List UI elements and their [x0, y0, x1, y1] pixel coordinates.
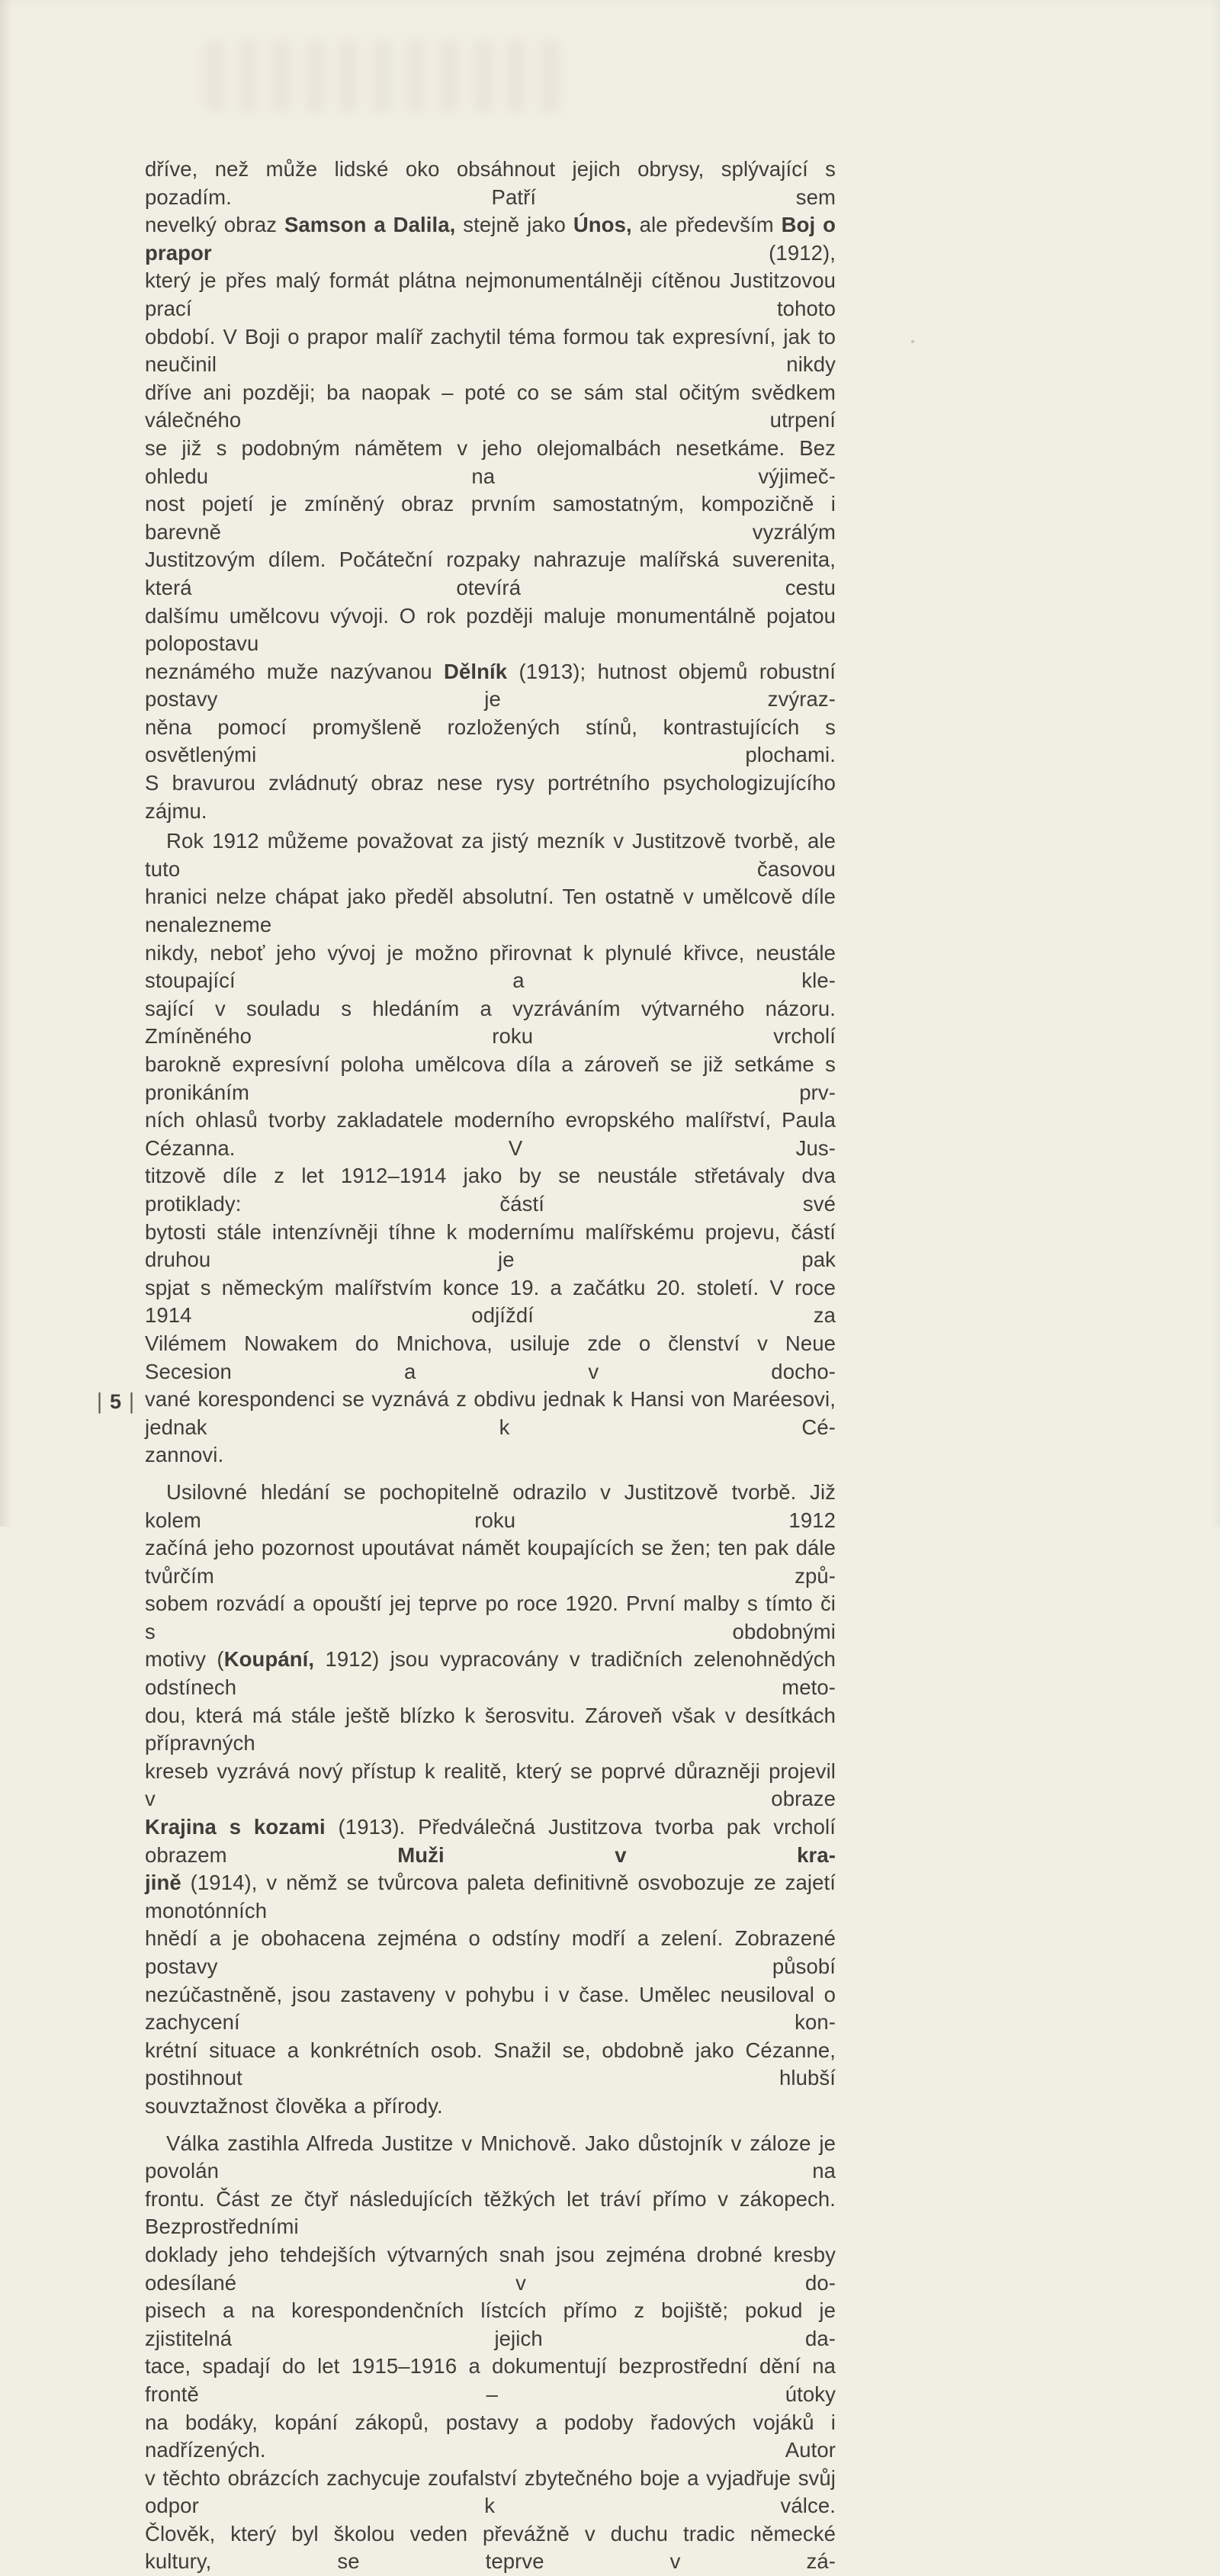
page-number-left-bar: |: [97, 1389, 103, 1415]
work-title: Krajina s kozami: [145, 1815, 326, 1839]
text-line: [145, 2520, 836, 2576]
text-run: pisech a na korespondenčních lístcích přímo z bojiště; pokud je zjistitelná jejich da-: [145, 2298, 836, 2350]
text-line: [145, 435, 836, 490]
text-line: [145, 1702, 836, 1758]
text-run: tace, spadají do let 1915–1916 a dokumentují bezprostřední dění na frontě – útoky: [145, 2354, 836, 2406]
text-run: dříve ani později; ba naopak – poté co se sám stal očitým svědkem válečného utrpení: [145, 380, 836, 432]
text-line: [145, 714, 836, 769]
text-line: [145, 156, 836, 211]
text-line: [145, 490, 836, 546]
text-run: dalšímu umělcovu vývoji. O rok později maluje monumentálně pojatou polopostavu: [145, 603, 836, 656]
text-run: motivy (: [145, 1647, 224, 1672]
work-title: Samson a Dalila,: [284, 213, 456, 237]
work-title: Muži v kra-: [397, 1842, 836, 1867]
text-run: Člověk, který byl školou veden převážně v duchu tradic německé kultury, se teprve v zá-: [145, 2521, 836, 2574]
text-run: dříve, než může lidské oko obsáhnout jejich obrysy, splývající s pozadím. Patří sem: [145, 157, 836, 209]
text-run: S bravurou zvládnutý obraz nese rysy portrétního psychologizujícího zájmu.: [145, 771, 836, 823]
text-run: spjat s německým malířstvím konce 19. a začátku 20. století. V roce 1914 odjíždí za: [145, 1275, 836, 1328]
text-run: ale především: [631, 213, 782, 237]
text-run: Usilovné hledání se pochopitelně odrazilo v Justitzově tvorbě. Již kolem roku 1912: [145, 1479, 836, 1532]
text-run: (1913); hutnost objemů robustní postavy je zvýraz-: [145, 659, 836, 711]
text-run: nezúčastněně, jsou zastaveny v pohybu i v čase. Umělec neusiloval o zachycení kon-: [145, 1982, 836, 2035]
text-run: hnědí a je obohacena zejména o odstíny modří a zelení. Zobrazené postavy působí: [145, 1926, 836, 1978]
text-run: v těchto obrázcích zachycuje zoufalství zbytečného boje a vyjadřuje svůj odpor k válce.: [145, 2465, 836, 2518]
text-run: hranici nelze chápat jako předěl absolutní. Ten ostatně v umělcově díle nenalezneme: [145, 885, 836, 937]
text-run: bytosti stále intenzívněji tíhne k modernímu malířskému projevu, částí druhou je pak: [145, 1219, 836, 1272]
text-run: sobem rozvádí a opouští jej teprve po roce 1920. První malby s tímto či s obdobnými: [145, 1592, 836, 1643]
text-run: období. V Boji o prapor malíř zachytil téma formou tak expresívní, jak to neučinil nikdy: [145, 324, 836, 377]
text-line: [145, 1219, 836, 1274]
paragraph: [145, 827, 836, 1469]
paragraph: [145, 2130, 836, 2576]
print-speck: [911, 340, 914, 343]
text-run: Rok 1912 můžeme považovat za jistý mezník v Justitzově tvorbě, ale tuto časovou: [145, 829, 836, 881]
text-line: [145, 2297, 836, 2353]
text-line: [145, 1330, 836, 1386]
text-run: 1912) jsou vypracovány v tradičních zelenohnědých odstínech meto-: [145, 1647, 836, 1700]
text-line: [145, 1441, 836, 1469]
text-line: [145, 1813, 836, 1869]
page-number: [97, 1390, 134, 1414]
work-title: Dělník: [444, 659, 508, 683]
text-run: zannovi.: [145, 1443, 224, 1467]
text-line: [145, 2093, 836, 2121]
text-line: [145, 1479, 836, 1534]
text-run: na bodáky, kopání zákopů, postavy a podoby řadových vojáků i nadřízených. Autor: [145, 2410, 836, 2462]
page-number-right-bar: |: [129, 1389, 135, 1415]
text-line: [145, 1051, 836, 1107]
text-run: (1912),: [211, 240, 836, 265]
text-line: [145, 1925, 836, 1980]
show-through-smudge: [204, 40, 563, 113]
text-run: se již s podobným námětem v jeho olejomalbách nesetkáme. Bez ohledu na výjimeč-: [145, 435, 836, 488]
paragraph: [145, 156, 836, 825]
text-line: [145, 769, 836, 825]
text-line: [145, 2353, 836, 2408]
work-title: Boj o prapor: [145, 213, 836, 265]
text-line: [145, 1274, 836, 1330]
text-line: [145, 1758, 836, 1813]
text-run: souvztažnost člověka a přírody.: [145, 2093, 443, 2118]
text-line: [145, 1981, 836, 2037]
text-line: [145, 2037, 836, 2093]
work-title: Koupání,: [223, 1647, 315, 1672]
text-run: titzově díle z let 1912–1914 jako by se neustále střetávaly dva protiklady: částí své: [145, 1164, 836, 1216]
text-line: [145, 211, 836, 267]
text-line: [145, 1386, 836, 1441]
text-line: [145, 267, 836, 323]
text-run: stejně jako: [455, 213, 573, 237]
paragraph: [145, 1479, 836, 2121]
text-column: [145, 156, 836, 2576]
work-title: jině: [145, 1871, 181, 1895]
text-line: [145, 1534, 836, 1590]
text-run: vané korespondenci se vyznává z obdivu jednak k Hansi von Maréesovi, jednak k Cé-: [145, 1387, 836, 1439]
text-line: [145, 1590, 836, 1646]
text-line: [145, 995, 836, 1051]
text-line: [145, 1107, 836, 1162]
text-run: kreseb vyzrává nový přístup k realitě, který se poprvé důrazněji projevil v obraze: [145, 1759, 836, 1811]
text-line: [145, 379, 836, 435]
text-run: nost pojetí je zmíněný obraz prvním samostatným, kompozičně i barevně vyzrálým: [145, 492, 836, 544]
text-run: něna pomocí promyšleně rozložených stínů, kontrastujících s osvětlenými plochami.: [145, 715, 836, 767]
text-line: [145, 2186, 836, 2241]
text-line: [145, 2465, 836, 2520]
text-line: [145, 1869, 836, 1925]
text-line: [145, 2241, 836, 2297]
text-run: nevelký obraz: [145, 213, 284, 237]
text-run: Justitzovým dílem. Počáteční rozpaky nahrazuje malířská suverenita, která otevírá cestu: [145, 548, 836, 599]
text-line: [145, 883, 836, 939]
text-run: začíná jeho pozornost upoutávat námět koupajících se žen; ten pak dále tvůrčím způ-: [145, 1536, 836, 1588]
text-line: [145, 658, 836, 714]
text-line: [145, 1646, 836, 1701]
text-line: [145, 2130, 836, 2186]
text-line: [145, 940, 836, 995]
text-run: ních ohlasů tvorby zakladatele moderního evropského malířství, Paula Cézanna. V Jus-: [145, 1108, 836, 1160]
page-number-value: 5: [110, 1390, 122, 1413]
text-line: [145, 602, 836, 658]
text-line: [145, 1162, 836, 1218]
text-run: (1913). Předválečná Justitzova tvorba pak vrcholí obrazem: [145, 1815, 836, 1867]
text-run: Válka zastihla Alfreda Justitze v Mnichově. Jako důstojník v záloze je povolán na: [145, 2131, 836, 2183]
text-run: nikdy, neboť jeho vývoj je možno přirovnat k plynulé křivce, neustále stoupající a kle-: [145, 940, 836, 993]
work-title: Únos,: [573, 213, 632, 237]
text-run: barokně expresívní poloha umělcova díla a zároveň se již setkáme s pronikáním prv-: [145, 1052, 836, 1104]
text-run: doklady jeho tehdejších výtvarných snah jsou zejména drobné kresby odesílané v do-: [145, 2242, 836, 2295]
text-run: který je přes malý formát plátna nejmonumentálněji cítěnou Justitzovou prací tohoto: [145, 268, 836, 320]
text-line: [145, 323, 836, 379]
text-run: neznámého muže nazývanou: [145, 659, 445, 683]
text-line: [145, 546, 836, 602]
text-run: krétní situace a konkrétních osob. Snažil se, obdobně jako Cézanne, postihnout hlubší: [145, 2038, 836, 2090]
text-run: sající v souladu s hledáním a vyzráváním výtvarného názoru. Zmíněného roku vrcholí: [145, 996, 836, 1049]
text-line: [145, 2409, 836, 2465]
text-run: Vilémem Nowakem do Mnichova, usiluje zde o členství v Neue Secesion a v docho-: [145, 1331, 836, 1383]
text-run: (1914), v němž se tvůrcova paleta definitivně osvobozuje ze zajetí monotónních: [145, 1871, 836, 1922]
text-line: [145, 827, 836, 883]
text-run: dou, která má stále ještě blízko k šerosvitu. Zároveň však v desítkách přípravných: [145, 1703, 836, 1755]
text-run: frontu. Část ze čtyř následujících těžkých let tráví přímo v zákopech. Bezprostředními: [145, 2186, 836, 2239]
